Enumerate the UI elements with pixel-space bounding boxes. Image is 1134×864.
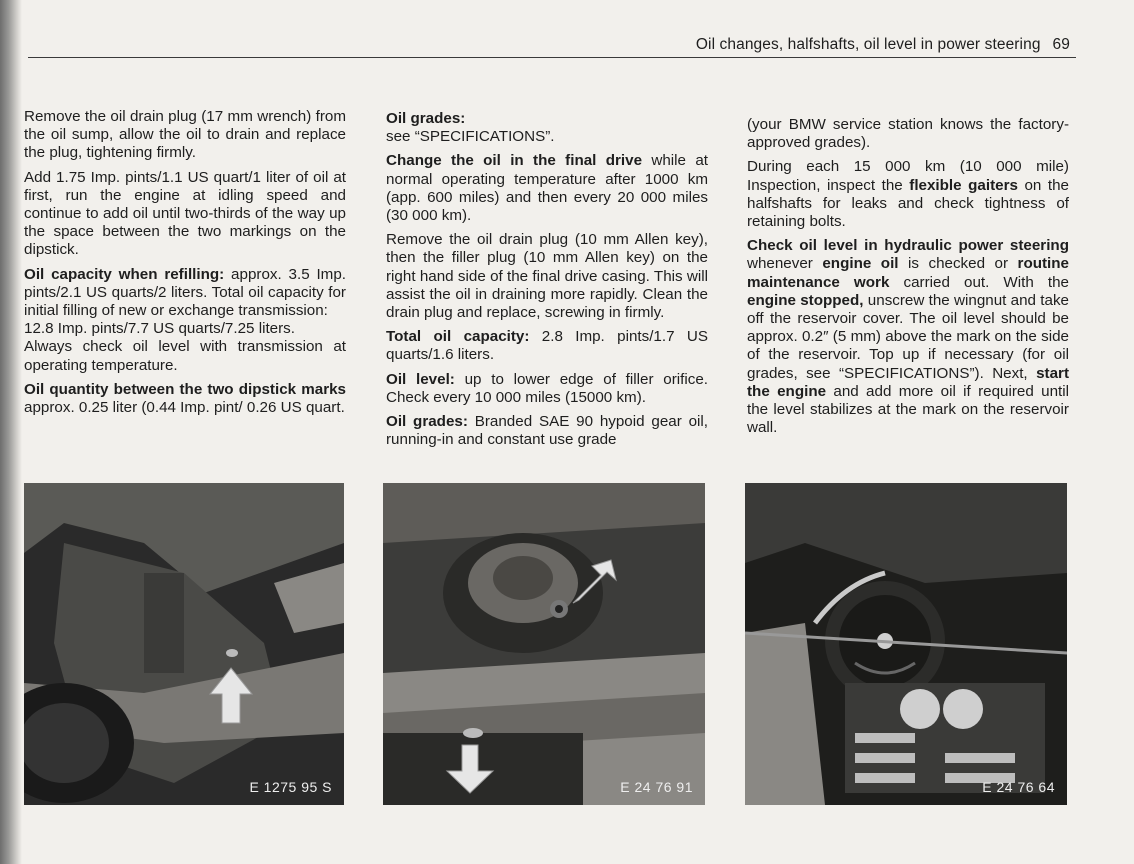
figure-code: E 24 76 91 <box>620 779 693 795</box>
paragraph-oil-grades: Oil grades: see “SPECIFICATIONS”. <box>386 110 555 146</box>
figure-code: E 24 76 64 <box>982 779 1055 795</box>
paragraph-oil-capacity: Oil capacity when refilling: approx. 3.5 Imp. pints/2.1 US quarts/2 liters. Total oil capacity for initial filling of new or exchange transmission: <box>24 265 347 320</box>
arrow-down-icon <box>383 483 705 805</box>
paragraph-change-final-drive: Change the oil in the final drive while at normal operating temperature after 1000 km (app. 600 miles) and then every 20 000 miles (30 000 km). <box>386 152 709 225</box>
figure-code: E 1275 95 S <box>249 779 332 795</box>
text-column-3 <box>747 116 1069 443</box>
page-header <box>600 36 1070 54</box>
total-capacity-label: Total oil capacity: <box>386 328 530 346</box>
oil-grades-2-label: Oil grades: <box>386 413 468 431</box>
paragraph-flexible-gaiters: During each 15 000 km (10 000 mile) Inspection, inspect the flexible gaiters on the halfshafts for leaks and check tightness of retaining bolts. <box>747 158 1069 231</box>
paragraph-service-station: (your BMW service station knows the factory-approved grades). <box>747 116 1069 152</box>
page-binding-shadow <box>0 0 22 864</box>
paragraph-dipstick-quantity: Oil quantity between the two dipstick marks approx. 0.25 liter (0.44 Imp. pint/ 0.26 US quart. <box>24 380 346 417</box>
header-rule <box>28 57 1076 58</box>
paragraph-drain-plug: Remove the oil drain plug (17 mm wrench) from the oil sump, allow the oil to drain and replace the plug, tightening firmly. <box>24 108 346 162</box>
oil-capacity-label: Oil capacity when refilling: <box>24 265 225 283</box>
power-steering-label: Check oil level in hydraulic power steering <box>747 237 1069 255</box>
power-steering-reservoir-photo <box>745 483 1067 805</box>
paragraph-add-oil: Add 1.75 Imp. pints/1.1 US quart/1 liter of oil at first, run the engine at idling speed and continue to add oil until two-thirds of the way up the space between the two markings on the dipstick. <box>24 168 346 259</box>
paragraph-check-temperature: Always check oil level with transmission at operating temperature. <box>24 338 346 374</box>
page-header-title: Oil changes, halfshafts, oil level in power steering <box>695 36 1041 53</box>
paragraph-total-capacity: Total oil capacity: 2.8 Imp. pints/1.7 US quarts/1.6 liters. <box>386 328 708 364</box>
page-number: 69 <box>1052 36 1070 53</box>
paragraph-capacity-total: 12.8 Imp. pints/7.7 US quarts/7.25 liters. <box>24 320 295 338</box>
arrow-up-icon <box>24 483 344 805</box>
text-column-2 <box>386 110 708 455</box>
change-final-drive-label: Change the oil in the final drive <box>386 152 643 170</box>
paragraph-remove-plugs: Remove the oil drain plug (10 mm Allen key), then the filler plug (10 mm Allen key) on the right hand side of the final drive casing. This will assist the oil in draining more rapidly. Clean the drain plug and replace, screwing in firmly. <box>386 231 708 322</box>
dipstick-quantity-label: Oil quantity between the two dipstick marks <box>24 380 346 398</box>
text-column-1 <box>24 108 346 423</box>
oil-sump-drain-plug-photo <box>24 483 344 805</box>
oil-level-label: Oil level: <box>386 370 455 388</box>
paragraph-oil-grades-2: Oil grades: Branded SAE 90 hypoid gear oil, running-in and constant use grade <box>386 413 708 449</box>
paragraph-power-steering: Check oil level in hydraulic power steering whenever engine oil is checked or routine maintenance work carried out. With the engine stopped, unscrew the wingnut and take off the reservoir cover. The oil level should be approx. 0.2″ (5 mm) above the mark on the side of the reservoir. Top up if necessary (for oil grades, see “SPECIFICATIONS”). Next, start the engine and add more oil if required until the level stabilizes at the mark on the reservoir wall. <box>747 237 1069 437</box>
flexible-gaiters-label: flexible gaiters <box>909 176 1018 194</box>
final-drive-photo <box>383 483 705 805</box>
oil-grades-label: Oil grades: <box>386 110 466 127</box>
paragraph-oil-level: Oil level: up to lower edge of filler orifice. Check every 10 000 miles (15000 km). <box>386 370 708 406</box>
